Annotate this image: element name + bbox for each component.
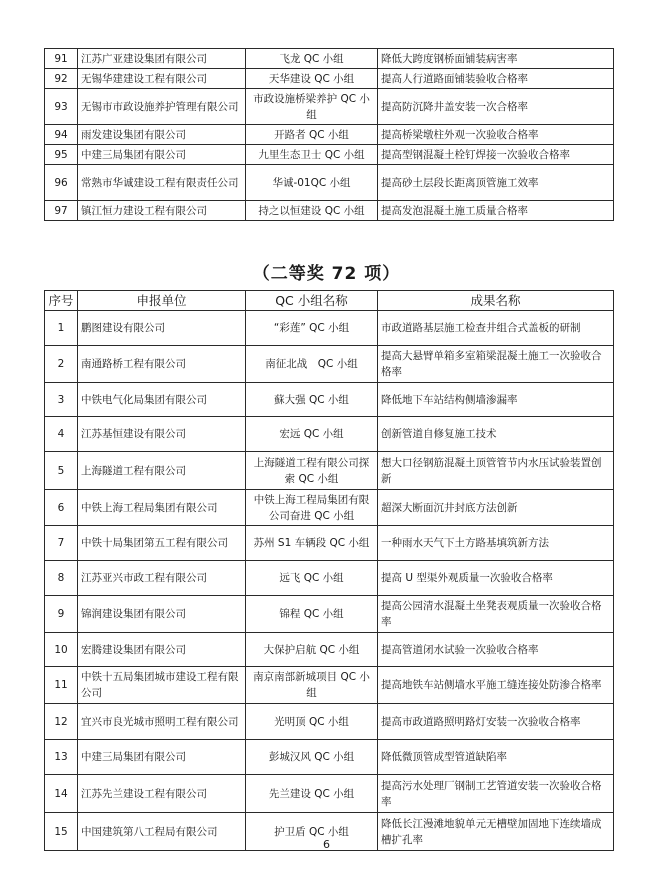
achievement-name: 降低长江漫滩地貌单元无槽壁加固地下连续墙成槽扩孔率 [378, 813, 614, 851]
row-number: 95 [45, 145, 78, 165]
qc-group-name: 飞龙 QC 小组 [246, 49, 378, 69]
table-row [45, 704, 614, 740]
header-group: QC 小组名称 [246, 291, 378, 311]
row-number: 4 [45, 417, 78, 452]
second-prize-table [44, 290, 614, 851]
row-number: 13 [45, 740, 78, 775]
table-row [45, 49, 614, 69]
row-number: 10 [45, 633, 78, 667]
achievement-name: 降低微顶管成型管道缺陷率 [378, 740, 614, 775]
applicant-unit: 江苏亚兴市政工程有限公司 [78, 561, 246, 596]
row-number: 7 [45, 526, 78, 561]
table-row [45, 490, 614, 526]
applicant-unit: 中建三局集团有限公司 [78, 145, 246, 165]
table-row [45, 201, 614, 221]
row-number: 3 [45, 383, 78, 417]
achievement-name: 提高人行道路面铺装验收合格率 [378, 69, 614, 89]
applicant-unit: 无锡华建建设工程有限公司 [78, 69, 246, 89]
achievement-name: 想大口径钢筋混凝土顶管管节内水压试验装置创新 [378, 452, 614, 490]
row-number: 12 [45, 704, 78, 740]
applicant-unit: 锦润建设集团有限公司 [78, 596, 246, 633]
table-row [45, 145, 614, 165]
achievement-name: 提高发泡混凝土施工质量合格率 [378, 201, 614, 221]
achievement-name: 提高污水处理厂钢制工艺管道安装一次验收合格率 [378, 775, 614, 813]
achievement-name: 提高桥梁墩柱外观一次验收合格率 [378, 125, 614, 145]
qc-group-name: 持之以恒建设 QC 小组 [246, 201, 378, 221]
achievement-name: 提高大悬臂单箱多室箱梁混凝土施工一次验收合格率 [378, 346, 614, 383]
qc-group-name: 中铁上海工程局集团有限公司奋进 QC 小组 [246, 490, 378, 526]
row-number: 93 [45, 89, 78, 125]
table-row [45, 452, 614, 490]
table-row [45, 667, 614, 704]
achievement-name: 提高管道闭水试验一次验收合格率 [378, 633, 614, 667]
achievement-name: 提高 U 型渠外观质量一次验收合格率 [378, 561, 614, 596]
header-result: 成果名称 [378, 291, 614, 311]
achievement-name: 降低大跨度钢桥面铺装病害率 [378, 49, 614, 69]
row-number: 2 [45, 346, 78, 383]
achievement-name: 提高型钢混凝土栓钉焊接一次验收合格率 [378, 145, 614, 165]
row-number: 92 [45, 69, 78, 89]
applicant-unit: 中国建筑第八工程局有限公司 [78, 813, 246, 851]
row-number: 8 [45, 561, 78, 596]
applicant-unit: 雨发建设集团有限公司 [78, 125, 246, 145]
row-number: 94 [45, 125, 78, 145]
applicant-unit: 上海隧道工程有限公司 [78, 452, 246, 490]
table-row [45, 383, 614, 417]
row-number: 14 [45, 775, 78, 813]
achievement-name: 提高市政道路照明路灯安装一次验收合格率 [378, 704, 614, 740]
table-row [45, 417, 614, 452]
row-number: 15 [45, 813, 78, 851]
table-row [45, 165, 614, 201]
table-header [45, 291, 614, 311]
applicant-unit: 常熟市华诚建设工程有限责任公司 [78, 165, 246, 201]
applicant-unit: 中铁电气化局集团有限公司 [78, 383, 246, 417]
qc-group-name: 彭城汉风 QC 小组 [246, 740, 378, 775]
achievement-name: 提高公园清水混凝土坐凳表观质量一次验收合格率 [378, 596, 614, 633]
main-table-body [45, 311, 614, 851]
qc-group-name: 先兰建设 QC 小组 [246, 775, 378, 813]
qc-group-name: 市政设施桥梁养护 QC 小组 [246, 89, 378, 125]
applicant-unit: 中建三局集团有限公司 [78, 740, 246, 775]
table-row [45, 69, 614, 89]
applicant-unit: 中铁上海工程局集团有限公司 [78, 490, 246, 526]
qc-group-name: 光明顶 QC 小组 [246, 704, 378, 740]
header-unit: 申报单位 [78, 291, 246, 311]
applicant-unit: 江苏先兰建设工程有限公司 [78, 775, 246, 813]
page-number: 6 [323, 838, 330, 851]
table-row [45, 311, 614, 346]
qc-group-name: 上海隧道工程有限公司探索 QC 小组 [246, 452, 378, 490]
achievement-name: 提高砂土层段长距离顶管施工效率 [378, 165, 614, 201]
table-row [45, 775, 614, 813]
row-number: 97 [45, 201, 78, 221]
applicant-unit: 江苏广亚建设集团有限公司 [78, 49, 246, 69]
applicant-unit: 宏腾建设集团有限公司 [78, 633, 246, 667]
achievement-name: 市政道路基层施工检查井组合式盖板的研制 [378, 311, 614, 346]
header-row [45, 291, 614, 311]
applicant-unit: 鹏图建设有限公司 [78, 311, 246, 346]
qc-group-name: 苏州 S1 车辆段 QC 小组 [246, 526, 378, 561]
qc-group-name: 护卫盾 QC 小组 [246, 813, 378, 851]
row-number: 1 [45, 311, 78, 346]
row-number: 6 [45, 490, 78, 526]
table-row [45, 89, 614, 125]
table-row [45, 633, 614, 667]
award-table-continued [44, 48, 614, 221]
achievement-name: 提高地铁车站侧墙水平施工缝连接处防渗合格率 [378, 667, 614, 704]
qc-group-name: 天华建设 QC 小组 [246, 69, 378, 89]
qc-group-name: 宏远 QC 小组 [246, 417, 378, 452]
row-number: 9 [45, 596, 78, 633]
qc-group-name: 蘇大强 QC 小组 [246, 383, 378, 417]
qc-group-name: 南京南部新城项目 QC 小组 [246, 667, 378, 704]
achievement-name: 超深大断面沉井封底方法创新 [378, 490, 614, 526]
row-number: 91 [45, 49, 78, 69]
achievement-name: 降低地下车站结构侧墙渗漏率 [378, 383, 614, 417]
qc-group-name: “彩莲” QC 小组 [246, 311, 378, 346]
applicant-unit: 宜兴市良光城市照明工程有限公司 [78, 704, 246, 740]
row-number: 96 [45, 165, 78, 201]
applicant-unit: 无锡市市政设施养护管理有限公司 [78, 89, 246, 125]
table-row [45, 561, 614, 596]
qc-group-name: 华诚-01QC 小组 [246, 165, 378, 201]
achievement-name: 创新管道自修复施工技术 [378, 417, 614, 452]
table-row [45, 740, 614, 775]
row-number: 11 [45, 667, 78, 704]
header-no: 序号 [45, 291, 78, 311]
qc-group-name: 远飞 QC 小组 [246, 561, 378, 596]
table-row [45, 125, 614, 145]
qc-group-name: 锦程 QC 小组 [246, 596, 378, 633]
applicant-unit: 镇江恒力建设工程有限公司 [78, 201, 246, 221]
applicant-unit: 江苏基恒建设有限公司 [78, 417, 246, 452]
applicant-unit: 中铁十五局集团城市建设工程有限公司 [78, 667, 246, 704]
applicant-unit: 南通路桥工程有限公司 [78, 346, 246, 383]
qc-group-name: 九里生态卫士 QC 小组 [246, 145, 378, 165]
qc-group-name: 开路者 QC 小组 [246, 125, 378, 145]
achievement-name: 提高防沉降井盖安装一次合格率 [378, 89, 614, 125]
section-title: （二等奖 72 项） [252, 264, 401, 284]
qc-group-name: 南征北战 QC 小组 [246, 346, 378, 383]
row-number: 5 [45, 452, 78, 490]
qc-group-name: 大保护启航 QC 小组 [246, 633, 378, 667]
table-row [45, 596, 614, 633]
achievement-name: 一种雨水天气下土方路基填筑新方法 [378, 526, 614, 561]
table-row [45, 346, 614, 383]
top-table-body [45, 49, 614, 221]
applicant-unit: 中铁十局集团第五工程有限公司 [78, 526, 246, 561]
table-row [45, 526, 614, 561]
